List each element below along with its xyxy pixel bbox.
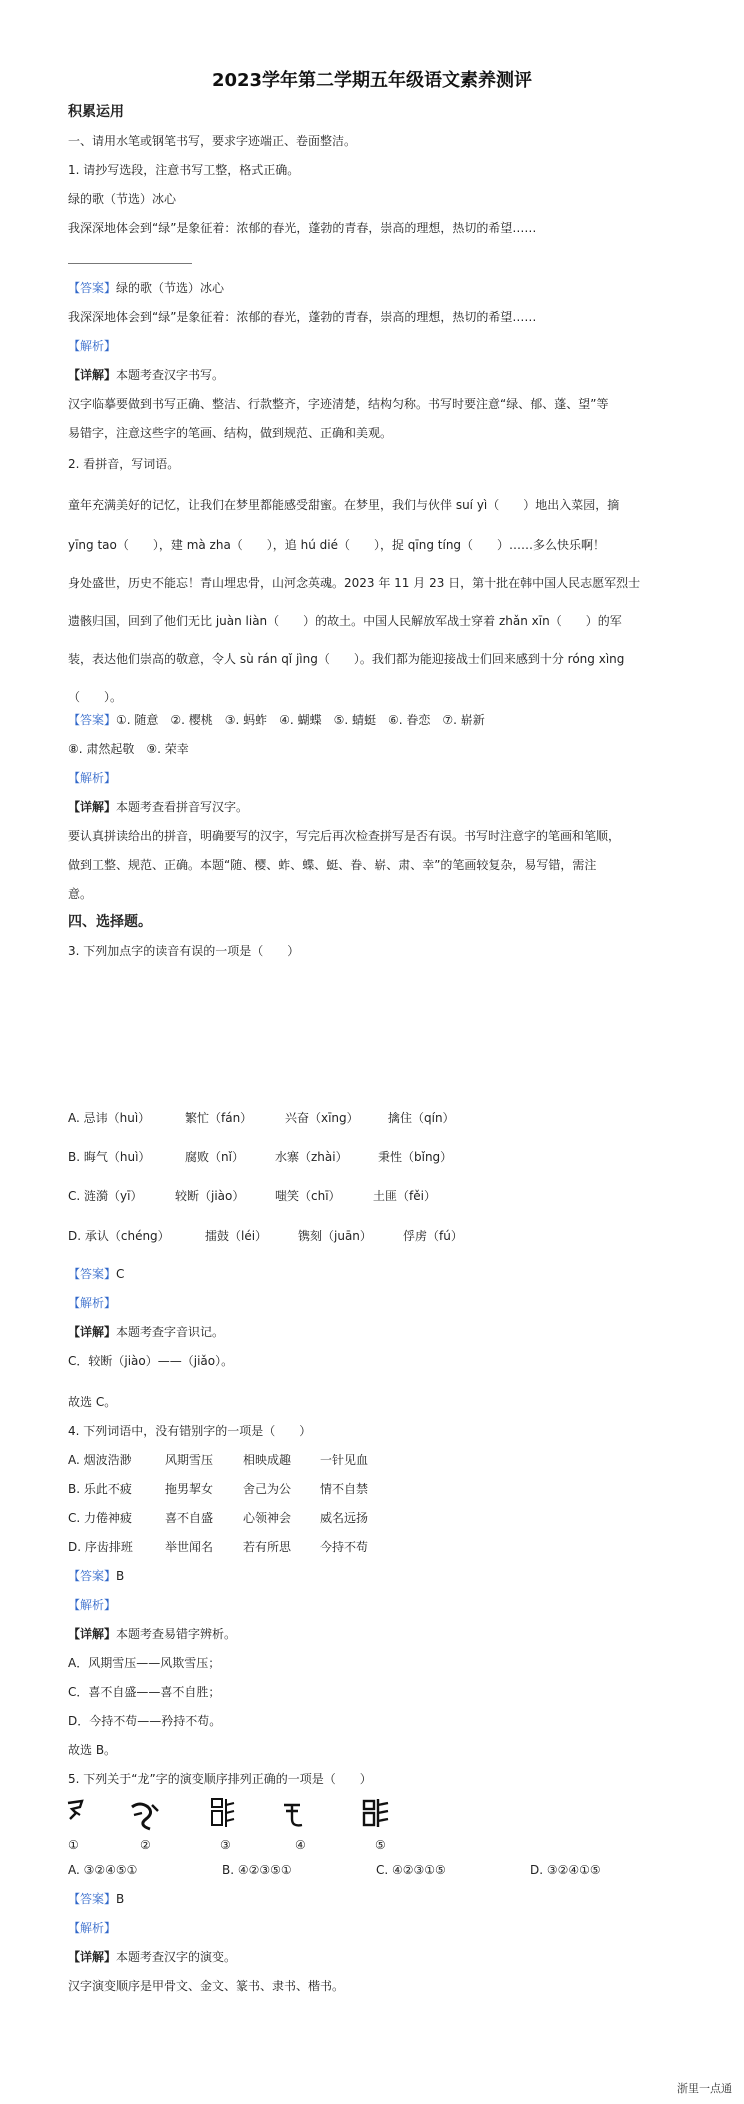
option-b-4: 情不自禁: [320, 1482, 369, 1496]
question-2-detail-4: 意。: [68, 887, 93, 901]
question-5-detail: [68, 1949, 236, 1965]
option-c-1: C. 力倦神疲: [68, 1511, 133, 1525]
question-2-paragraph-line: 遗骸归国，回到了他们无比 juàn liàn（ ）的故土。中国人民解放军战士穿着 zhǎn xīn（ ）的军: [68, 614, 622, 628]
answer-tag: 【答案】: [68, 713, 117, 727]
answer-text: B: [116, 1569, 125, 1583]
bronze-script-dragon-icon: [132, 1804, 158, 1829]
answer-tag: 【答案】: [68, 1569, 117, 1583]
question-2-paragraph-line: （ ）。: [68, 690, 123, 704]
option-b-1: B. 晦气（huì）: [68, 1150, 151, 1164]
question-3-stem: 3. 下列加点字的读音有误的一项是（ ）: [68, 944, 300, 958]
option-a-4: 擒住（qín）: [388, 1111, 455, 1125]
option-b: B. ④②③⑤①: [222, 1863, 292, 1877]
detail-text: 本题考查易错字辨析。: [116, 1627, 237, 1641]
option-c-3: 嗤笑（chī）: [275, 1189, 341, 1203]
detail-text: 本题考查字音识记。: [116, 1325, 225, 1339]
glyph-number: ②: [140, 1838, 151, 1852]
answer-text: C: [116, 1267, 125, 1281]
option-d: D. ③②④①⑤: [530, 1863, 601, 1877]
question-4-conclusion: 故选 B。: [68, 1743, 117, 1757]
question-1-text-body: 我深深地体会到“绿”是象征着：浓郁的春光，蓬勃的青春，崇高的理想，热切的希望……: [68, 221, 537, 235]
option-a-2: 风期雪压: [165, 1453, 214, 1467]
question-1-text-title: 绿的歌（节选）冰心: [68, 192, 177, 206]
glyph-number: ⑤: [375, 1838, 386, 1852]
question-2-detail-3: 做到工整、规范、正确。本题“随、樱、蚱、蝶、蜓、眷、崭、肃、幸”的笔画较复杂，易写错，需注: [68, 858, 597, 872]
option-a-3: 相映成趣: [243, 1453, 292, 1467]
option-a-1: A. 忌讳（huì）: [68, 1111, 151, 1125]
detail-text: 本题考查汉字书写。: [116, 368, 225, 382]
seal-script-dragon-icon: [212, 1799, 234, 1827]
dragon-glyphs-figure: [62, 1795, 462, 1835]
option-d-4: 今持不苟: [320, 1540, 369, 1554]
divider: [68, 263, 192, 264]
option-c-4: 土匪（fěi）: [373, 1189, 436, 1203]
option-d-1: D. 序齿排班: [68, 1540, 133, 1554]
regular-script-dragon-icon: [364, 1799, 388, 1827]
question-4-stem: 4. 下列词语中，没有错别字的一项是（ ）: [68, 1424, 312, 1438]
detail-tag: 【详解】: [68, 1950, 117, 1964]
answer-text: B: [116, 1892, 125, 1906]
analysis-tag: 【解析】: [68, 1296, 117, 1310]
option-a: A. ③②④⑤①: [68, 1863, 138, 1877]
question-1-answer: [68, 280, 224, 296]
option-d-1: D. 承认（chéng）: [68, 1229, 170, 1243]
analysis-tag: 【解析】: [68, 771, 117, 785]
question-4-fix-d: D．今持不苟——矜持不苟。: [68, 1714, 222, 1728]
option-b-2: 拖男挈女: [165, 1482, 214, 1496]
question-4-fix-a: A．风期雪压——风欺雪压；: [68, 1656, 221, 1670]
detail-tag: 【详解】: [68, 800, 117, 814]
option-d-2: 举世闻名: [165, 1540, 214, 1554]
clerical-script-dragon-icon: [284, 1805, 302, 1825]
answer-tag: 【答案】: [68, 1267, 117, 1281]
option-d-2: 擂鼓（léi）: [205, 1229, 268, 1243]
question-5-answer: [68, 1891, 124, 1907]
question-1-stem: 1. 请抄写选段，注意书写工整，格式正确。: [68, 163, 300, 177]
instruction: 一、请用水笔或钢笔书写，要求字迹端正、卷面整洁。: [68, 134, 357, 148]
section-heading: 积累运用: [68, 104, 124, 120]
option-a-3: 兴奋（xīng）: [285, 1111, 359, 1125]
question-4-answer: [68, 1568, 124, 1584]
question-3-detail-2: C．较断（jiào）——（jiǎo）。: [68, 1354, 234, 1368]
option-b-2: 腐败（nǐ）: [185, 1150, 244, 1164]
detail-text: 本题考查看拼音写汉字。: [116, 800, 249, 814]
option-b-3: 水寨（zhài）: [275, 1150, 348, 1164]
question-2-detail-2: 要认真拼读给出的拼音，明确要写的汉字，写完后再次检查拼写是否有误。书写时注意字的笔画和笔顺，: [68, 829, 621, 843]
answer-text: 绿的歌（节选）冰心: [116, 281, 225, 295]
question-4-detail: [68, 1626, 236, 1642]
option-d-3: 若有所思: [243, 1540, 292, 1554]
option-c-3: 心领神会: [243, 1511, 292, 1525]
option-c-2: 较断（jiào）: [175, 1189, 245, 1203]
question-3-answer: [68, 1266, 124, 1282]
question-1-detail-3: 易错字，注意这些字的笔画、结构，做到规范、正确和美观。: [68, 426, 393, 440]
analysis-tag: 【解析】: [68, 339, 117, 353]
question-2-paragraph-line: 童年充满美好的记忆，让我们在梦里都能感受甜蜜。在梦里，我们与伙伴 suí yì（ ）地出入菜园，摘: [68, 498, 620, 512]
question-3-detail: [68, 1324, 224, 1340]
question-2-detail: [68, 799, 248, 815]
question-1-detail-2: 汉字临摹要做到书写正确、整洁、行款整齐，字迹清楚，结构匀称。书写时要注意“绿、郁、蓬、望”等: [68, 397, 609, 411]
glyph-number: ④: [295, 1838, 306, 1852]
oracle-bone-dragon-icon: [68, 1801, 82, 1819]
question-2-answer: [68, 712, 485, 728]
option-c: C. ④②③①⑤: [376, 1863, 446, 1877]
question-2-answer-cont: ⑧. 肃然起敬 ⑨. 荣幸: [68, 742, 189, 756]
page-title: 2023学年第二学期五年级语文素养测评: [211, 70, 533, 91]
answer-tag: 【答案】: [68, 1892, 117, 1906]
detail-tag: 【详解】: [68, 1325, 117, 1339]
analysis-tag: 【解析】: [68, 1598, 117, 1612]
detail-text: 本题考查汉字的演变。: [116, 1950, 237, 1964]
answer-tag: 【答案】: [68, 281, 117, 295]
option-b-3: 舍己为公: [243, 1482, 292, 1496]
question-5-stem: 5. 下列关于“龙”字的演变顺序排列正确的一项是（ ）: [68, 1772, 372, 1786]
analysis-tag: 【解析】: [68, 1921, 117, 1935]
question-2-paragraph-line: yīng tao（ ），建 mà zha（ ），追 hú dié（ ），捉 qīng tíng（ ）……多么快乐啊！: [68, 538, 606, 552]
question-5-detail-2: 汉字演变顺序是甲骨文、金文、篆书、隶书、楷书。: [68, 1979, 345, 1993]
question-4-fix-c: C．喜不自盛——喜不自胜；: [68, 1685, 221, 1699]
question-2-paragraph-line: 装，表达他们崇高的敬意，令人 sù rán qǐ jìng（ ）。我们都为能迎接战士们回来感到十分 róng xìng: [68, 652, 625, 666]
answer-text: ①. 随意 ②. 樱桃 ③. 蚂蚱 ④. 蝴蝶 ⑤. 蜻蜓 ⑥. 眷恋 ⑦. 崭新: [116, 713, 485, 727]
option-c-2: 喜不自盛: [165, 1511, 214, 1525]
option-c-1: C. 涟漪（yī）: [68, 1189, 143, 1203]
option-a-2: 繁忙（fán）: [185, 1111, 253, 1125]
glyph-number: ③: [220, 1838, 231, 1852]
question-2-paragraph-line: 身处盛世，历史不能忘！青山埋忠骨，山河念英魂。2023 年 11 月 23 日，第十批在韩中国人民志愿军烈士: [68, 576, 641, 590]
option-a-1: A. 烟波浩渺: [68, 1453, 132, 1467]
detail-tag: 【详解】: [68, 1627, 117, 1641]
detail-tag: 【详解】: [68, 368, 117, 382]
footer-watermark: 浙里一点通: [677, 2082, 732, 2095]
option-b-4: 秉性（bǐng）: [378, 1150, 453, 1164]
option-d-4: 俘虏（fú）: [403, 1229, 463, 1243]
option-b-1: B. 乐此不疲: [68, 1482, 132, 1496]
option-d-3: 镌刻（juān）: [298, 1229, 372, 1243]
question-1-detail: [68, 367, 224, 383]
question-2-stem: 2. 看拼音，写词语。: [68, 457, 180, 471]
question-1-answer-body: 我深深地体会到“绿”是象征着：浓郁的春光，蓬勃的青春，崇高的理想，热切的希望……: [68, 310, 537, 324]
glyph-number: ①: [68, 1838, 79, 1852]
option-c-4: 威名远扬: [320, 1511, 369, 1525]
option-a-4: 一针见血: [320, 1453, 369, 1467]
section-heading: 四、选择题。: [68, 914, 152, 930]
question-3-conclusion: 故选 C。: [68, 1395, 117, 1409]
